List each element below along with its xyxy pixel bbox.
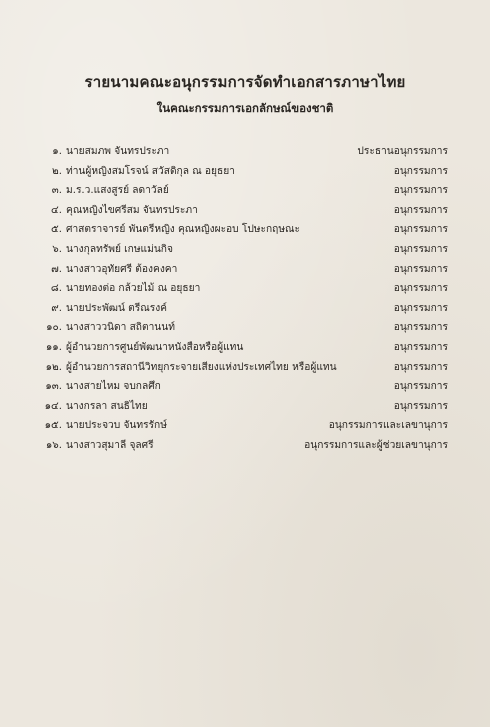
member-role: อนุกรรมการและผู้ช่วยเลขานุการ — [304, 439, 448, 451]
item-number: ๓. — [51, 185, 62, 197]
member-name: ผู้อำนวยการศูนย์พัฒนาหนังสือหรือผู้แทน — [66, 341, 244, 353]
document-title: รายนามคณะอนุกรรมการจัดทำเอกสารภาษาไทย — [84, 73, 406, 91]
item-number: ๑๐. — [46, 322, 62, 334]
list-item — [40, 436, 448, 456]
member-role: อนุกรรมการ — [393, 263, 448, 275]
member-role: อนุกรรมการ — [393, 185, 448, 197]
member-name: นางกรลา สนธิไทย — [66, 400, 148, 412]
member-name: นางสาวสุมาลี จุลศรี — [66, 439, 154, 451]
member-name: นายประพัฒน์ ตรีณรงค์ — [66, 302, 167, 314]
document-subtitle: ในคณะกรรมการเอกลักษณ์ของชาติ — [156, 101, 334, 115]
item-number: ๑๔. — [44, 400, 62, 412]
member-name: นายทองต่อ กล้วยไม้ ณ อยุธยา — [66, 283, 201, 295]
member-role: อนุกรรมการ — [393, 283, 448, 295]
list-item — [40, 201, 448, 221]
member-role: อนุกรรมการ — [393, 204, 448, 216]
item-number: ๑. — [52, 146, 62, 157]
member-list — [40, 142, 448, 456]
member-name: นายสมภพ จันทรประภา — [66, 146, 170, 157]
member-role: อนุกรรมการและเลขานุการ — [328, 420, 448, 432]
list-item — [40, 142, 448, 162]
member-name: ท่านผู้หญิงสมโรจน์ สวัสดิกุล ณ อยุธยา — [66, 165, 235, 177]
member-role: อนุกรรมการ — [393, 165, 448, 177]
member-role: อนุกรรมการ — [393, 361, 448, 373]
item-number: ๑๖. — [45, 439, 62, 451]
item-number: ๗. — [51, 263, 62, 275]
list-item — [40, 358, 448, 378]
item-number: ๒. — [52, 165, 62, 177]
member-name: นางสาวอุทัยศรี ต้องคงคา — [66, 263, 178, 275]
list-item — [40, 279, 448, 299]
item-number: ๙. — [51, 302, 62, 314]
list-item — [40, 338, 448, 358]
item-number: ๑๒. — [45, 361, 62, 373]
member-name: ม.ร.ว.แสงสูรย์ ลดาวัลย์ — [66, 185, 169, 197]
list-item — [40, 299, 448, 319]
list-item — [40, 397, 448, 417]
item-number: ๑๑. — [45, 341, 62, 353]
list-item — [40, 416, 448, 436]
member-name: นางกุลทรัพย์ เกษแม่นกิจ — [66, 243, 173, 255]
member-role: อนุกรรมการ — [393, 341, 448, 353]
list-item — [40, 220, 448, 240]
member-name: นายประจวบ จันทรรักษ์ — [66, 420, 167, 432]
member-name: นางสายไหม จบกลศึก — [66, 381, 161, 393]
item-number: ๔. — [51, 204, 62, 216]
member-name: นางสาววนิดา สถิตานนท์ — [66, 322, 175, 334]
item-number: ๖. — [52, 243, 62, 255]
member-role: อนุกรรมการ — [393, 302, 448, 314]
member-role: อนุกรรมการ — [393, 224, 448, 236]
member-role: อนุกรรมการ — [393, 243, 448, 255]
list-item — [40, 181, 448, 201]
item-number: ๑๓. — [45, 381, 62, 393]
member-role: อนุกรรมการ — [393, 381, 448, 393]
member-role: อนุกรรมการ — [393, 400, 448, 412]
member-role: ประธานอนุกรรมการ — [357, 146, 448, 157]
member-name: ผู้อำนวยการสถานีวิทยุกระจายเสียงแห่งประเทศไทย หรือผู้แทน — [66, 361, 337, 373]
member-name: ศาสตราจารย์ พันตรีหญิง คุณหญิงผะอบ โปษะกฤษณะ — [66, 224, 300, 236]
item-number: ๘. — [50, 283, 62, 295]
item-number: ๑๕. — [44, 420, 62, 432]
item-number: ๕. — [51, 224, 62, 236]
list-item — [40, 260, 448, 280]
list-item — [40, 162, 448, 182]
list-item — [40, 377, 448, 397]
member-role: อนุกรรมการ — [393, 322, 448, 334]
member-name: คุณหญิงไขศรีสม จันทรประภา — [66, 204, 198, 216]
list-item — [40, 318, 448, 338]
list-item — [40, 240, 448, 260]
